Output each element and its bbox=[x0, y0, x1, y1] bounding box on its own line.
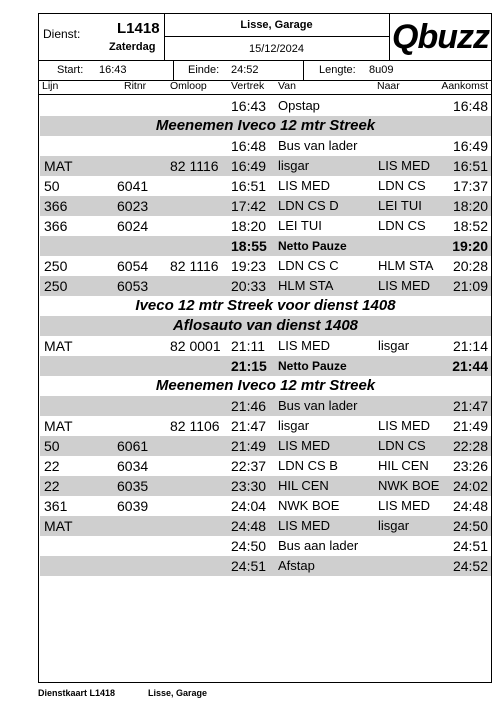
cell-omloop: 82 1116 bbox=[170, 258, 219, 274]
column-headings bbox=[39, 80, 491, 95]
cell-aankomst: 21:09 bbox=[452, 278, 488, 294]
section-heading-text: Iveco 12 mtr Streek voor dienst 1408 bbox=[135, 297, 396, 314]
cell-van: Netto Pauze bbox=[278, 359, 347, 373]
cell-aankomst: 21:47 bbox=[452, 398, 488, 414]
cell-lijn: 361 bbox=[44, 498, 68, 514]
trip-row bbox=[40, 356, 491, 376]
header-location-block bbox=[164, 14, 390, 60]
cell-ritnr: 6024 bbox=[117, 218, 149, 234]
cell-van: LIS MED bbox=[278, 438, 331, 453]
cell-vertrek: 21:15 bbox=[231, 358, 267, 374]
cell-van: LDN CS C bbox=[278, 258, 339, 273]
cell-ritnr: 6041 bbox=[117, 178, 149, 194]
einde-label: Einde: bbox=[188, 64, 220, 76]
dienst-label: Dienst: bbox=[43, 27, 81, 41]
cell-vertrek: 18:20 bbox=[231, 218, 267, 234]
trip-row bbox=[40, 336, 491, 356]
dienst-value: L1418 bbox=[117, 20, 160, 37]
cell-vertrek: 23:30 bbox=[231, 478, 267, 494]
cell-naar: LIS MED bbox=[378, 278, 431, 293]
cell-aankomst: 24:02 bbox=[452, 478, 488, 494]
cell-naar: LDN CS bbox=[378, 178, 426, 193]
cell-naar: LDN CS bbox=[378, 218, 426, 233]
cell-ritnr: 6039 bbox=[117, 498, 149, 514]
cell-lijn: MAT bbox=[44, 418, 73, 434]
cell-aankomst: 24:52 bbox=[452, 558, 488, 574]
cell-van: Bus aan lader bbox=[278, 538, 359, 553]
cell-vertrek: 24:50 bbox=[231, 538, 267, 554]
cell-ritnr: 6034 bbox=[117, 458, 149, 474]
times-divider bbox=[173, 61, 174, 80]
col-naar: Naar bbox=[377, 80, 400, 92]
cell-naar: LIS MED bbox=[378, 158, 431, 173]
cell-aankomst: 21:44 bbox=[452, 358, 488, 374]
cell-aankomst: 19:20 bbox=[452, 238, 488, 254]
cell-van: LDN CS B bbox=[278, 458, 338, 473]
col-van: Van bbox=[278, 80, 296, 92]
cell-ritnr: 6035 bbox=[117, 478, 149, 494]
cell-van: LDN CS D bbox=[278, 198, 339, 213]
cell-van: Afstap bbox=[278, 558, 315, 573]
cell-aankomst: 18:52 bbox=[452, 218, 488, 234]
cell-vertrek: 22:37 bbox=[231, 458, 267, 474]
qbuzz-logo: Qbuzz bbox=[392, 18, 489, 56]
cell-van: NWK BOE bbox=[278, 498, 340, 513]
section-heading-text: Aflosauto van dienst 1408 bbox=[172, 317, 359, 334]
col-ritnr: Ritnr bbox=[124, 80, 147, 92]
cell-ritnr: 6061 bbox=[117, 438, 149, 454]
cell-lijn: MAT bbox=[44, 338, 73, 354]
cell-vertrek: 18:55 bbox=[231, 238, 267, 254]
cell-van: lisgar bbox=[278, 158, 310, 173]
cell-naar: NWK BOE bbox=[378, 478, 440, 493]
cell-vertrek: 16:49 bbox=[231, 158, 267, 174]
trip-row bbox=[40, 416, 491, 436]
cell-omloop: 82 1106 bbox=[170, 418, 220, 434]
cell-aankomst: 16:51 bbox=[452, 158, 488, 174]
cell-vertrek: 16:43 bbox=[231, 98, 267, 114]
cell-naar: LIS MED bbox=[378, 498, 431, 513]
trip-row bbox=[40, 516, 491, 536]
cell-ritnr: 6053 bbox=[117, 278, 149, 294]
section-heading-text: Meenemen Iveco 12 mtr Streek bbox=[155, 117, 376, 134]
cell-vertrek: 24:04 bbox=[231, 498, 267, 514]
start-label: Start: bbox=[57, 64, 84, 76]
cell-omloop: 82 1116 bbox=[170, 158, 219, 174]
header-service-block bbox=[39, 14, 165, 60]
cell-lijn: 366 bbox=[44, 198, 68, 214]
section-heading-text: Meenemen Iveco 12 mtr Streek bbox=[155, 377, 376, 394]
cell-ritnr: 6054 bbox=[117, 258, 149, 274]
cell-vertrek: 21:11 bbox=[231, 338, 265, 354]
section-heading bbox=[40, 296, 491, 316]
col-aankomst: Aankomst bbox=[441, 80, 488, 92]
cell-naar: LDN CS bbox=[378, 438, 426, 453]
cell-vertrek: 24:48 bbox=[231, 518, 267, 534]
cell-aankomst: 16:48 bbox=[452, 98, 488, 114]
cell-lijn: 250 bbox=[44, 278, 68, 294]
lengte-label: Lengte: bbox=[319, 64, 356, 76]
trip-row bbox=[40, 216, 491, 236]
cell-naar: HIL CEN bbox=[378, 458, 429, 473]
section-heading bbox=[40, 376, 491, 396]
cell-vertrek: 21:47 bbox=[231, 418, 267, 434]
trip-row bbox=[40, 556, 491, 576]
cell-naar: lisgar bbox=[378, 518, 410, 533]
cell-naar: HLM STA bbox=[378, 258, 434, 273]
cell-van: LIS MED bbox=[278, 178, 331, 193]
trip-row bbox=[40, 536, 491, 556]
cell-lijn: 22 bbox=[44, 458, 60, 474]
cell-van: LIS MED bbox=[278, 338, 331, 353]
cell-aankomst: 18:20 bbox=[452, 198, 488, 214]
cell-lijn: 22 bbox=[44, 478, 60, 494]
cell-vertrek: 16:48 bbox=[231, 138, 267, 154]
trip-row bbox=[40, 236, 491, 256]
cell-naar: lisgar bbox=[378, 338, 410, 353]
col-vertrek: Vertrek bbox=[231, 80, 265, 92]
cell-aankomst: 22:28 bbox=[452, 438, 488, 454]
times-divider bbox=[303, 61, 304, 80]
cell-van: HLM STA bbox=[278, 278, 334, 293]
trip-row bbox=[40, 496, 491, 516]
cell-vertrek: 21:49 bbox=[231, 438, 267, 454]
cell-lijn: 50 bbox=[44, 438, 60, 454]
trip-row bbox=[40, 156, 491, 176]
cell-van: HIL CEN bbox=[278, 478, 329, 493]
section-heading bbox=[40, 316, 491, 336]
cell-lijn: 250 bbox=[44, 258, 68, 274]
cell-naar: LEI TUI bbox=[378, 198, 422, 213]
cell-van: lisgar bbox=[278, 418, 310, 433]
trip-row bbox=[40, 476, 491, 496]
cell-van: Netto Pauze bbox=[278, 239, 347, 253]
cell-aankomst: 24:48 bbox=[452, 498, 488, 514]
location-text: Lisse, Garage bbox=[164, 14, 389, 37]
cell-ritnr: 6023 bbox=[117, 198, 149, 214]
trip-row bbox=[40, 176, 491, 196]
timetable bbox=[40, 96, 491, 576]
trip-row bbox=[40, 276, 491, 296]
service-card bbox=[38, 13, 492, 683]
cell-lijn: MAT bbox=[44, 158, 73, 174]
cell-lijn: 50 bbox=[44, 178, 60, 194]
footer-location: Lisse, Garage bbox=[148, 688, 208, 698]
cell-aankomst: 16:49 bbox=[452, 138, 488, 154]
section-heading bbox=[40, 116, 491, 136]
cell-aankomst: 20:28 bbox=[452, 258, 488, 274]
cell-omloop: 82 0001 bbox=[170, 338, 221, 354]
trip-row bbox=[40, 396, 491, 416]
cell-vertrek: 19:23 bbox=[231, 258, 267, 274]
trip-row bbox=[40, 456, 491, 476]
header bbox=[39, 14, 491, 60]
cell-van: Opstap bbox=[278, 98, 320, 113]
trip-row bbox=[40, 256, 491, 276]
cell-van: LEI TUI bbox=[278, 218, 322, 233]
col-omloop: Omloop bbox=[170, 80, 207, 92]
cell-aankomst: 23:26 bbox=[452, 458, 488, 474]
cell-vertrek: 24:51 bbox=[231, 558, 267, 574]
trip-row bbox=[40, 196, 491, 216]
einde-value: 24:52 bbox=[231, 64, 259, 76]
cell-van: Bus van lader bbox=[278, 398, 358, 413]
logo-block bbox=[390, 14, 491, 60]
cell-vertrek: 17:42 bbox=[231, 198, 267, 214]
start-value: 16:43 bbox=[99, 64, 127, 76]
footer-label: Dienstkaart L1418 bbox=[38, 688, 116, 698]
cell-vertrek: 21:46 bbox=[231, 398, 267, 414]
cell-aankomst: 21:49 bbox=[452, 418, 488, 434]
trip-row bbox=[40, 96, 491, 116]
date-text: 15/12/2024 bbox=[248, 43, 305, 55]
trip-row bbox=[40, 136, 491, 156]
col-lijn: Lijn bbox=[42, 80, 59, 92]
cell-vertrek: 16:51 bbox=[231, 178, 267, 194]
cell-vertrek: 20:33 bbox=[231, 278, 267, 294]
cell-aankomst: 24:50 bbox=[452, 518, 488, 534]
trip-row bbox=[40, 436, 491, 456]
cell-van: Bus van lader bbox=[278, 138, 358, 153]
header-times bbox=[39, 60, 491, 81]
cell-naar: LIS MED bbox=[378, 418, 431, 433]
cell-lijn: MAT bbox=[44, 518, 73, 534]
cell-lijn: 366 bbox=[44, 218, 68, 234]
day-value: Zaterdag bbox=[109, 41, 156, 53]
cell-aankomst: 17:37 bbox=[452, 178, 488, 194]
cell-aankomst: 21:14 bbox=[452, 338, 488, 354]
cell-aankomst: 24:51 bbox=[452, 538, 488, 554]
cell-van: LIS MED bbox=[278, 518, 331, 533]
lengte-value: 8u09 bbox=[369, 64, 394, 76]
